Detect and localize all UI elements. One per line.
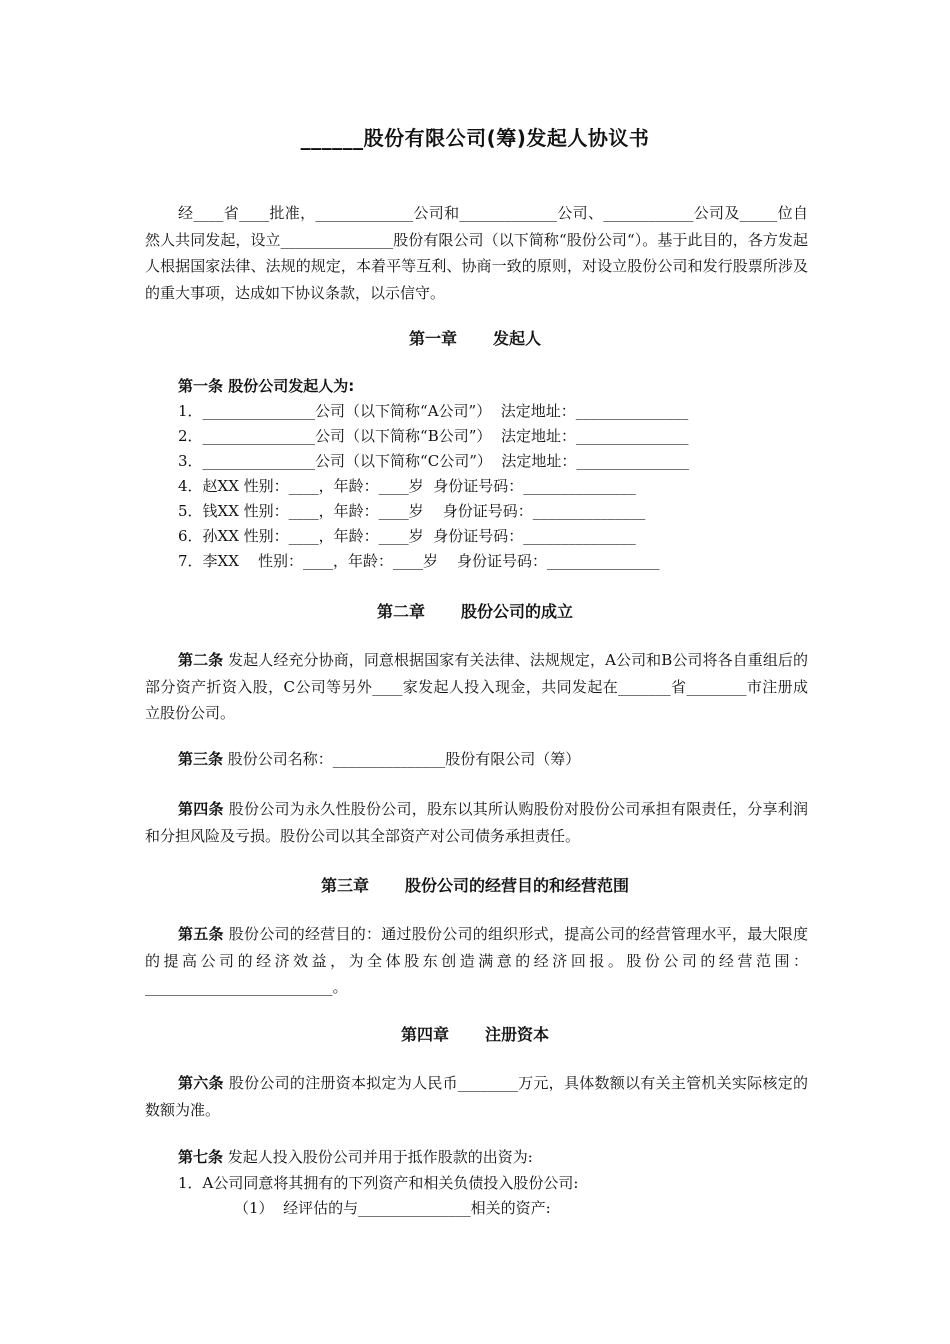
founder-item-6: 6．孙XX 性别：____，年龄：____岁 身份证号码：_______________	[178, 527, 636, 545]
article-4-paragraph	[145, 796, 808, 849]
chapter-1-title: 发起人	[493, 329, 542, 348]
article-6-text: 股份公司的注册资本拟定为人民币________万元，具体数额以有关主管机关实际核定的数额为准。	[145, 1074, 808, 1119]
article-6-paragraph	[145, 1070, 808, 1123]
article-4-label: 第四条	[178, 800, 224, 818]
chapter-3-heading	[0, 873, 950, 896]
article-3-text: 股份公司名称：_______________股份有限公司（筹）	[223, 750, 581, 768]
founder-item-1: 1．_______________公司（以下简称“A公司”） 法定地址：_______________	[178, 402, 689, 420]
article-3-label: 第三条	[178, 750, 224, 768]
article-7-text: 发起人投入股份公司并用于抵作股款的出资为:	[223, 1148, 533, 1166]
founder-item-2: 2．_______________公司（以下简称“B公司”） 法定地址：_______________	[178, 427, 689, 445]
chapter-4-heading	[0, 1022, 950, 1045]
chapter-4-title: 注册资本	[485, 1025, 550, 1044]
chapter-4-number: 第四章	[400, 1025, 449, 1044]
article-7-item-1: 1．A公司同意将其拥有的下列资产和相关负债投入股份公司:	[178, 1174, 579, 1192]
article-3-paragraph	[145, 746, 808, 773]
article-6-label: 第六条	[178, 1074, 224, 1092]
chapter-2-heading	[0, 599, 950, 622]
article-7-paragraph	[145, 1144, 808, 1171]
founder-item-7: 7．李XX 性别：____，年龄：____岁 身份证号码：_______________	[178, 552, 660, 570]
document-title: ______股份有限公司(筹)发起人协议书	[300, 126, 650, 150]
founder-item-5: 5．钱XX 性别：____，年龄：____岁 身份证号码：_______________	[178, 502, 646, 520]
article-2-label: 第二条	[178, 651, 224, 669]
chapter-3-title: 股份公司的经营目的和经营范围	[405, 876, 630, 895]
article-5-text: 股份公司的经营目的：通过股份公司的组织形式，提高公司的经营管理水平，最大限度的提高公司的经济效益，为全体股东创造满意的经济回报。股份公司的经营范围：_________________________。	[145, 925, 808, 996]
preamble-paragraph: 经____省____批准，_____________公司和_____________公司、____________公司及_____位自然人共同发起，设立_______________股份有限公司（以下简称“股份公司“）。基于此目的，各方发起人根据国家法律、法规的规定，本着平等互利、协商一致的原则，对设立股份公司和发行股票所涉及的重大事项，达成如下协议条款，以示信守。	[145, 204, 808, 302]
chapter-1-heading	[0, 326, 950, 349]
chapter-2-title: 股份公司的成立	[461, 602, 574, 621]
article-5-label: 第五条	[178, 925, 224, 943]
article-4-text: 股份公司为永久性股份公司，股东以其所认购股份对股份公司承担有限责任，分享利润和分担风险及亏损。股份公司以其全部资产对公司债务承担责任。	[145, 800, 808, 845]
article-1-heading: 第一条 股份公司发起人为:	[178, 377, 355, 395]
founder-item-4: 4．赵XX 性别：____，年龄：____岁 身份证号码：_______________	[178, 477, 636, 495]
chapter-2-number: 第二章	[376, 602, 425, 621]
chapter-1-number: 第一章	[408, 329, 457, 348]
article-2-text: 发起人经充分协商，同意根据国家有关法律、法规规定，A公司和B公司将各自重组后的部分资产折资入股，C公司等另外____家发起人投入现金，共同发起在_______省________市注册成立股份公司。	[145, 651, 808, 722]
founder-item-3: 3．_______________公司（以下简称“C公司”） 法定地址：_______________	[178, 452, 689, 470]
article-5-paragraph	[145, 921, 808, 1001]
article-2-paragraph	[145, 647, 808, 727]
article-7-subitem-1: （1） 经评估的与_______________相关的资产:	[234, 1199, 551, 1217]
article-7-label: 第七条	[178, 1148, 224, 1166]
chapter-3-number: 第三章	[320, 876, 369, 895]
